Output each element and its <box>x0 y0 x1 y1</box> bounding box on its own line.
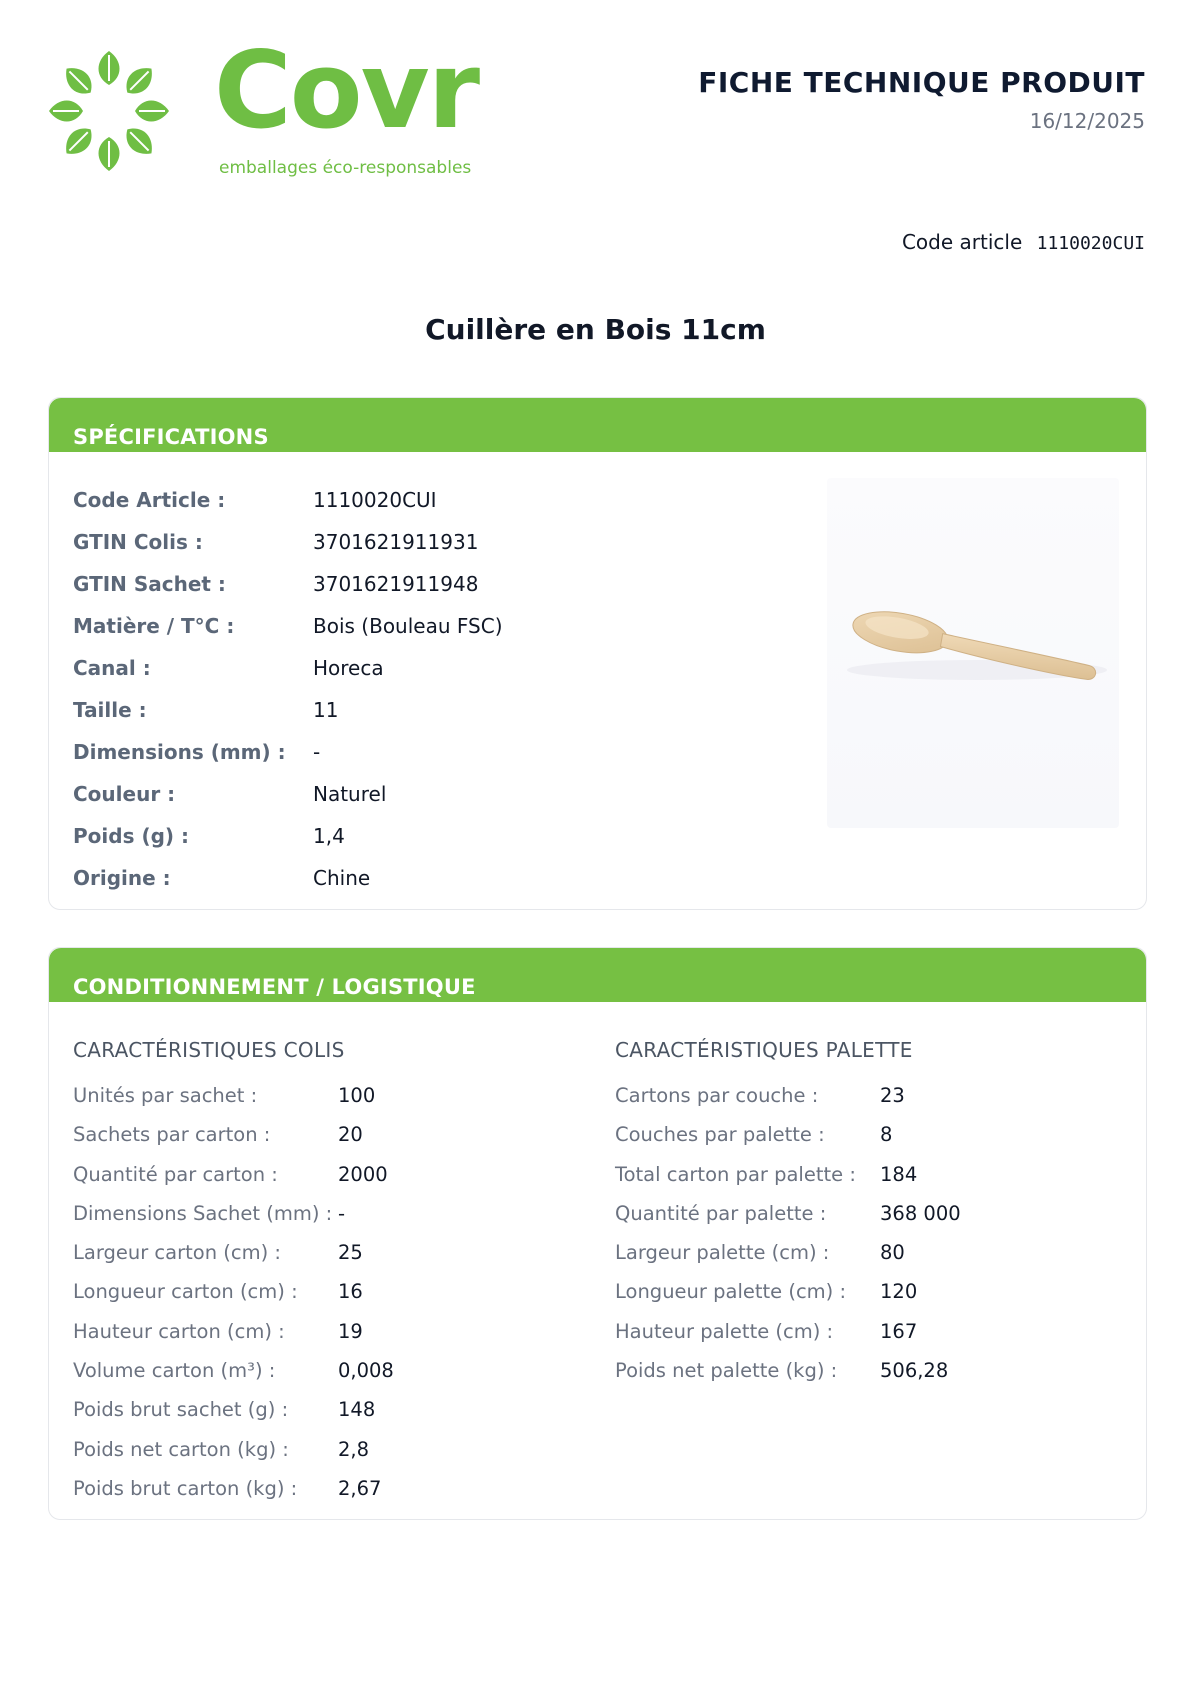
palette-value: 80 <box>880 1241 905 1265</box>
leaf-wreath-icon <box>44 46 174 176</box>
spec-value: 3701621911948 <box>313 572 479 596</box>
spec-row <box>73 530 503 572</box>
spec-row <box>73 698 503 740</box>
company-logo <box>44 29 504 196</box>
colis-label: Volume carton (m³) : <box>73 1359 276 1383</box>
colis-value: 2,8 <box>338 1437 370 1461</box>
specifications-card <box>48 397 1147 910</box>
palette-value: 23 <box>880 1084 905 1107</box>
palette-label: Couches par palette : <box>615 1123 825 1147</box>
spec-value: Horeca <box>313 656 384 680</box>
colis-label: Dimensions Sachet (mm) : <box>73 1201 333 1225</box>
palette-row <box>615 1241 961 1280</box>
document-title: FICHE TECHNIQUE PRODUIT <box>698 66 1145 99</box>
colis-row <box>73 1438 394 1477</box>
colis-value: - <box>338 1201 346 1225</box>
article-code-value: 1110020CUI <box>1036 233 1145 254</box>
palette-label: Largeur palette (cm) : <box>615 1241 830 1265</box>
spec-label: Canal : <box>73 656 151 680</box>
colis-label: Quantité par carton : <box>73 1162 278 1186</box>
spec-row <box>73 656 503 698</box>
colis-label: Unités par sachet : <box>73 1084 258 1107</box>
palette-value: 506,28 <box>880 1359 949 1383</box>
spec-row <box>73 866 503 908</box>
spec-label: Poids (g) : <box>73 824 189 848</box>
spec-value: Bois (Bouleau FSC) <box>313 614 503 638</box>
colis-column <box>73 1038 394 1516</box>
spec-label: Origine : <box>73 866 171 890</box>
palette-row <box>615 1280 961 1319</box>
logistics-card <box>48 947 1147 1520</box>
colis-row <box>73 1477 394 1516</box>
palette-row <box>615 1359 961 1398</box>
palette-column <box>615 1038 961 1398</box>
wooden-spoon-icon <box>827 478 1119 828</box>
document-date: 16/12/2025 <box>1029 109 1145 133</box>
colis-row <box>73 1163 394 1202</box>
spec-row <box>73 824 503 866</box>
article-code-line <box>902 230 1145 254</box>
palette-row <box>615 1084 961 1123</box>
colis-label: Poids brut carton (kg) : <box>73 1476 298 1500</box>
colis-label: Hauteur carton (cm) : <box>73 1319 285 1343</box>
logo-tagline: emballages éco-responsables <box>219 158 472 178</box>
spec-label: Matière / T°C : <box>73 614 235 638</box>
palette-label: Quantité par palette : <box>615 1201 827 1225</box>
palette-label: Cartons par couche : <box>615 1084 819 1107</box>
spec-row <box>73 740 503 782</box>
colis-value: 100 <box>338 1084 376 1107</box>
colis-value: 2000 <box>338 1162 388 1186</box>
spec-label: GTIN Colis : <box>73 530 203 554</box>
spec-value: 11 <box>313 698 339 722</box>
colis-row <box>73 1280 394 1319</box>
colis-row <box>73 1202 394 1241</box>
product-name: Cuillère en Bois 11cm <box>425 313 766 346</box>
spec-label: GTIN Sachet : <box>73 572 226 596</box>
logo-wordmark: Covr <box>214 29 478 152</box>
palette-label: Poids net palette (kg) : <box>615 1359 838 1383</box>
colis-value: 20 <box>338 1123 363 1147</box>
palette-value: 120 <box>880 1280 918 1304</box>
palette-value: 184 <box>880 1162 918 1186</box>
spec-value: 1,4 <box>313 824 345 848</box>
colis-label: Largeur carton (cm) : <box>73 1241 281 1265</box>
colis-row <box>73 1398 394 1437</box>
palette-title: CARACTÉRISTIQUES PALETTE <box>615 1038 913 1062</box>
colis-label: Longueur carton (cm) : <box>73 1280 298 1304</box>
spec-row <box>73 614 503 656</box>
spec-value: - <box>313 740 321 764</box>
colis-row <box>73 1359 394 1398</box>
colis-value: 0,008 <box>338 1359 394 1383</box>
palette-label: Hauteur palette (cm) : <box>615 1319 834 1343</box>
palette-label: Longueur palette (cm) : <box>615 1280 847 1304</box>
palette-value: 167 <box>880 1319 918 1343</box>
colis-row <box>73 1320 394 1359</box>
spec-row <box>73 782 503 824</box>
colis-value: 148 <box>338 1398 376 1422</box>
colis-row <box>73 1123 394 1162</box>
palette-row <box>615 1123 961 1162</box>
colis-label: Sachets par carton : <box>73 1123 271 1147</box>
palette-value: 368 000 <box>880 1201 961 1225</box>
colis-title: CARACTÉRISTIQUES COLIS <box>73 1038 345 1062</box>
palette-row <box>615 1163 961 1202</box>
spec-value: 3701621911931 <box>313 530 479 554</box>
specifications-table <box>73 488 503 908</box>
spec-row <box>73 572 503 614</box>
spec-label: Couleur : <box>73 782 176 806</box>
specifications-header: SPÉCIFICATIONS <box>49 398 1146 452</box>
palette-value: 8 <box>880 1123 893 1147</box>
palette-row <box>615 1202 961 1241</box>
colis-label: Poids brut sachet (g) : <box>73 1398 289 1422</box>
spec-row <box>73 488 503 530</box>
colis-value: 2,67 <box>338 1476 382 1500</box>
product-image <box>827 478 1119 828</box>
spec-value: 1110020CUI <box>313 488 437 512</box>
spec-label: Dimensions (mm) : <box>73 740 286 764</box>
palette-label: Total carton par palette : <box>615 1162 856 1186</box>
spec-label: Taille : <box>73 698 147 722</box>
colis-label: Poids net carton (kg) : <box>73 1437 289 1461</box>
article-code-label: Code article <box>901 230 1023 254</box>
palette-row <box>615 1320 961 1359</box>
spec-value: Chine <box>313 866 371 890</box>
logistics-header: CONDITIONNEMENT / LOGISTIQUE <box>49 948 1146 1002</box>
colis-value: 16 <box>338 1280 363 1304</box>
spec-value: Naturel <box>313 782 387 806</box>
colis-row <box>73 1084 394 1123</box>
colis-row <box>73 1241 394 1280</box>
colis-value: 19 <box>338 1319 363 1343</box>
spec-label: Code Article : <box>73 488 226 512</box>
colis-value: 25 <box>338 1241 363 1265</box>
